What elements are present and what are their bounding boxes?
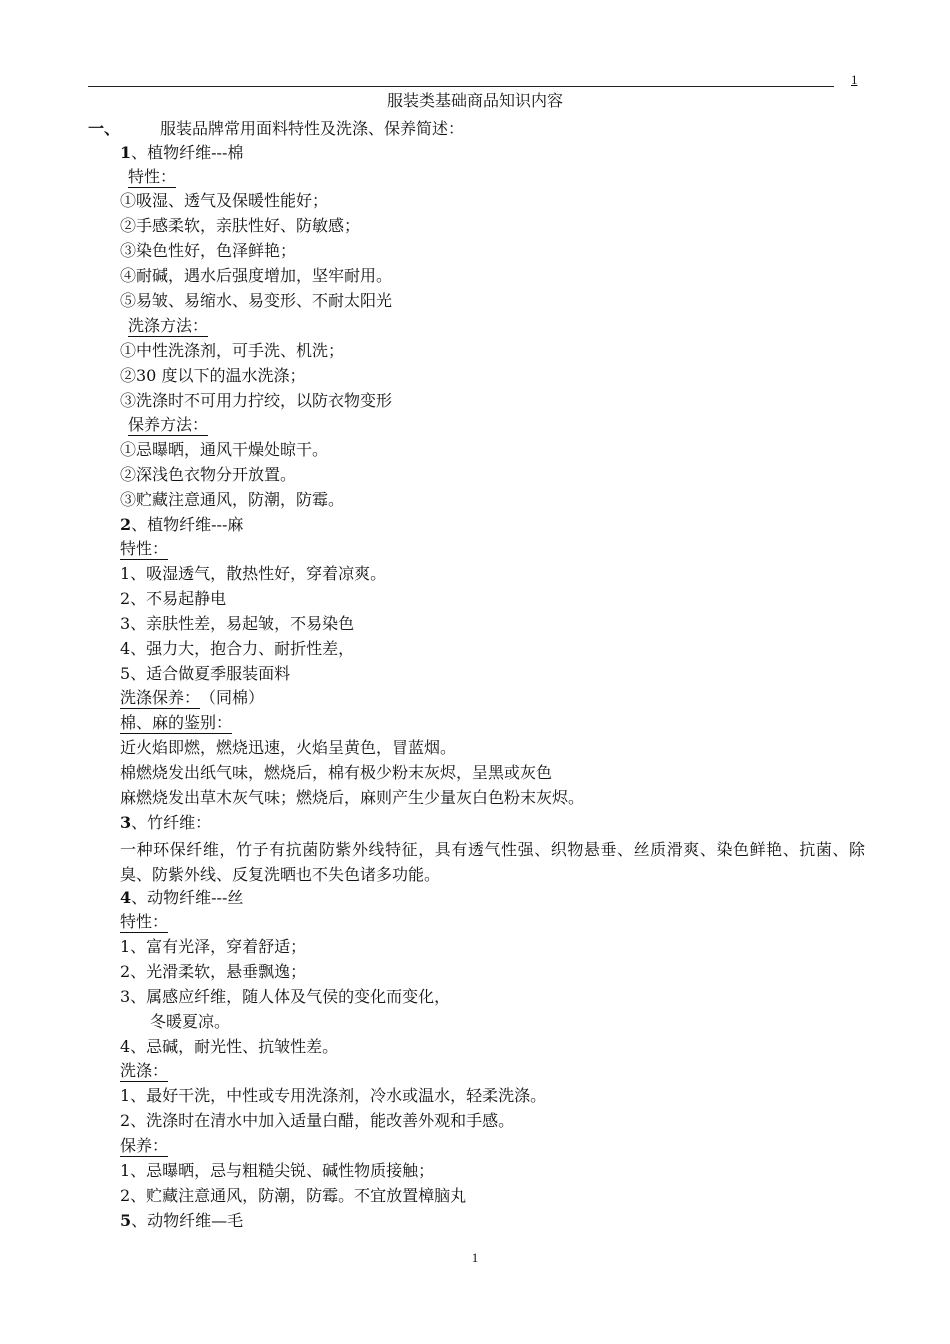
cotton-wash-item: ③洗涤时不可用力拧绞，以防衣物变形: [120, 391, 393, 410]
subsection-number: 4: [120, 888, 132, 907]
section-heading: 服装品牌常用面料特性及洗涤、保养简述：: [160, 119, 465, 138]
subsection-title: 、植物纤维---棉: [131, 143, 244, 162]
silk-trait-continuation: 冬暖夏凉。: [150, 1012, 231, 1031]
subsection-title: 、植物纤维---麻: [131, 515, 244, 534]
subsection-title: 、动物纤维---丝: [131, 888, 244, 907]
subsection-cotton-heading: [120, 142, 243, 164]
linen-trait-item: 5、适合做夏季服装面料: [120, 664, 291, 683]
subsection-wool-heading: [120, 1210, 243, 1232]
cotton-wash-item: ①中性洗涤剂，可手洗、机洗；: [120, 341, 345, 360]
cotton-trait-item: ④耐碱，遇水后强度增加，坚牢耐用。: [120, 266, 393, 285]
silk-trait-heading: 特性：: [120, 912, 169, 931]
cotton-care-item: ③贮藏注意通风，防潮，防霉。: [120, 490, 345, 509]
header-rule: [88, 86, 834, 87]
subsection-title: 、竹纤维：: [131, 813, 212, 832]
cotton-trait-item: ⑤易皱、易缩水、易变形、不耐太阳光: [120, 291, 393, 310]
silk-trait-item: 1、富有光泽，穿着舒适；: [120, 937, 307, 956]
silk-wash-heading: 洗涤：: [120, 1061, 169, 1080]
linen-wash-heading: 洗涤保养：（同棉）: [120, 688, 265, 707]
header-page-number: 1: [851, 72, 858, 87]
silk-trait-item: 3、属感应纤维，随人体及气侯的变化而变化，: [120, 987, 451, 1006]
linen-trait-item: 2、不易起静电: [120, 589, 227, 608]
identify-item: 近火焰即燃，燃烧迅速，火焰呈黄色，冒蓝烟。: [120, 738, 457, 757]
cotton-trait-heading: 特性：: [128, 167, 177, 186]
subsection-title: 、动物纤维—毛: [131, 1211, 244, 1230]
subsection-number: 2: [120, 515, 132, 534]
cotton-wash-heading: 洗涤方法：: [128, 316, 209, 335]
cotton-trait-item: ③染色性好，色泽鲜艳；: [120, 241, 297, 260]
document-title: 服装类基础商品知识内容: [386, 91, 563, 110]
cotton-wash-item: ②30 度以下的温水洗涤；: [120, 366, 306, 385]
silk-trait-item: 2、光滑柔软，悬垂飘逸；: [120, 962, 307, 981]
footer-page-number: 1: [471, 1250, 479, 1265]
linen-identify-heading: 棉、麻的鉴别：: [120, 713, 233, 732]
linen-trait-item: 3、亲肤性差，易起皱，不易染色: [120, 614, 355, 633]
subsection-bamboo-heading: [120, 812, 211, 834]
silk-trait-item: 4、忌碱，耐光性、抗皱性差。: [120, 1037, 339, 1056]
silk-wash-item: 2、洗涤时在清水中加入适量白醋，能改善外观和手感。: [120, 1111, 515, 1130]
subsection-number: 5: [120, 1211, 132, 1230]
section-number: 一、: [88, 119, 121, 138]
subsection-linen-heading: [120, 514, 243, 536]
linen-trait-heading: 特性：: [120, 539, 169, 558]
subsection-number: 3: [120, 813, 132, 832]
silk-care-item: 2、贮藏注意通风，防潮，防霉。不宜放置樟脑丸: [120, 1186, 467, 1205]
cotton-care-item: ①忌曝晒，通风干燥处晾干。: [120, 440, 329, 459]
subsection-silk-heading: [120, 887, 243, 909]
cotton-care-heading: 保养方法：: [128, 415, 209, 434]
cotton-trait-item: ①吸湿、透气及保暖性能好；: [120, 191, 329, 210]
subsection-number: 1: [120, 143, 132, 162]
linen-trait-item: 1、吸湿透气，散热性好，穿着凉爽。: [120, 564, 387, 583]
bamboo-paragraph: 一种环保纤维，竹子有抗菌防紫外线特征，具有透气性强、织物悬垂、丝质滑爽、染色鲜艳、抗菌、除臭、防紫外线、反复洗晒也不失色诸多功能。: [120, 840, 865, 884]
linen-trait-item: 4、强力大，抱合力、耐折性差，: [120, 639, 355, 658]
identify-item: 棉燃烧发出纸气味，燃烧后，棉有极少粉末灰烬，呈黑或灰色: [120, 763, 553, 782]
cotton-care-item: ②深浅色衣物分开放置。: [120, 465, 297, 484]
identify-item: 麻燃烧发出草木灰气味；燃烧后，麻则产生少量灰白色粉末灰烬。: [120, 788, 585, 807]
silk-care-heading: 保养：: [120, 1136, 169, 1155]
silk-wash-item: 1、最好干洗，中性或专用洗涤剂，冷水或温水，轻柔洗涤。: [120, 1086, 547, 1105]
silk-care-item: 1、忌曝晒，忌与粗糙尖锐、碱性物质接触；: [120, 1161, 435, 1180]
cotton-trait-item: ②手感柔软，亲肤性好、防敏感；: [120, 216, 361, 235]
